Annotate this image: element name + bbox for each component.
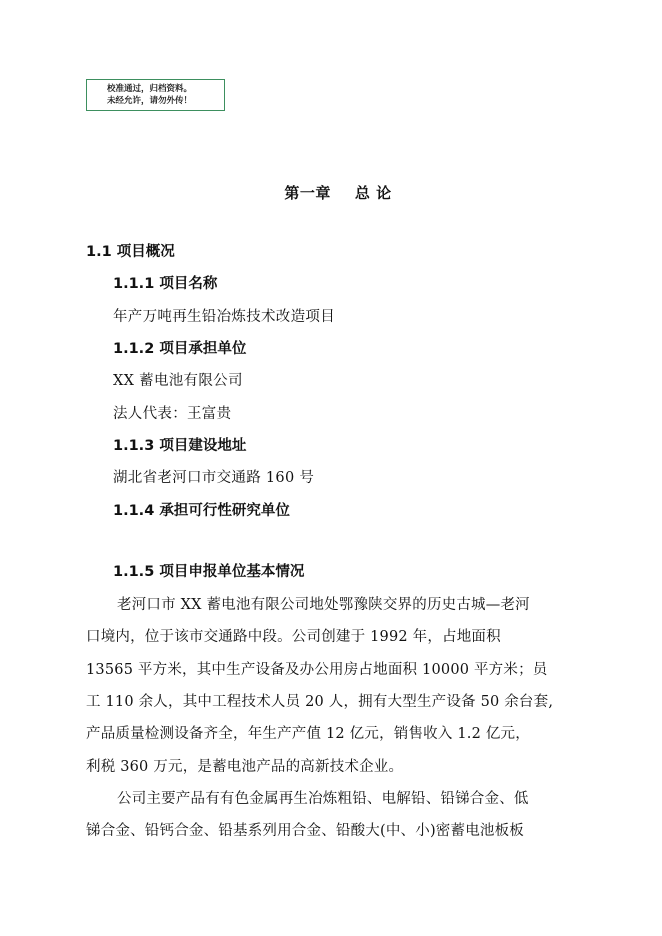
section-heading-1-1-2: 1.1.2 项目承担单位 — [113, 341, 247, 357]
paragraph-line: 老河口市 XX 蓄电池有限公司地处鄂豫陕交界的历史古城—老河 — [117, 597, 530, 613]
project-address: 湖北省老河口市交通路 160 号 — [113, 470, 315, 486]
paragraph-line: 工 110 余人，其中工程技术人员 20 人，拥有大型生产设备 50 余台套, — [86, 694, 554, 710]
section-heading-1-1-1: 1.1.1 项目名称 — [113, 276, 218, 292]
paragraph-line: 公司主要产品有有色金属再生冶炼粗铅、电解铅、铅锑合金、低 — [117, 791, 529, 807]
chapter-name: 总 论 — [354, 184, 392, 202]
paragraph-line: 13565 平方米，其中生产设备及办公用房占地面积 10000 平方米；员 — [86, 662, 548, 678]
chapter-number: 第一章 — [284, 184, 331, 202]
section-heading-1-1-3: 1.1.3 项目建设地址 — [113, 438, 247, 454]
stamp-line-2: 未经允许，请勿外传！ — [107, 96, 193, 106]
paragraph-line: 锑合金、铅钙合金、铅基系列用合金、铅酸大(中、小)密蓄电池板板 — [86, 823, 525, 839]
section-heading-1-1: 1.1 项目概况 — [86, 244, 175, 260]
paragraph-line: 利税 360 万元，是蓄电池产品的高新技术企业。 — [86, 759, 404, 775]
legal-representative: 法人代表：王富贵 — [113, 406, 232, 422]
company-name: XX 蓄电池有限公司 — [113, 373, 243, 389]
paragraph-line: 口境内，位于该市交通路中段。公司创建于 1992 年，占地面积 — [86, 629, 501, 645]
project-name: 年产万吨再生铅冶炼技术改造项目 — [113, 309, 335, 325]
section-heading-1-1-4: 1.1.4 承担可行性研究单位 — [113, 503, 290, 519]
confidentiality-stamp — [86, 79, 225, 111]
section-heading-1-1-5: 1.1.5 项目申报单位基本情况 — [113, 564, 305, 580]
chapter-title — [0, 182, 662, 203]
stamp-line-1: 校准通过，归档资料。 — [107, 84, 193, 94]
paragraph-line: 产品质量检测设备齐全，年生产产值 12 亿元，销售收入 1.2 亿元， — [86, 726, 530, 742]
